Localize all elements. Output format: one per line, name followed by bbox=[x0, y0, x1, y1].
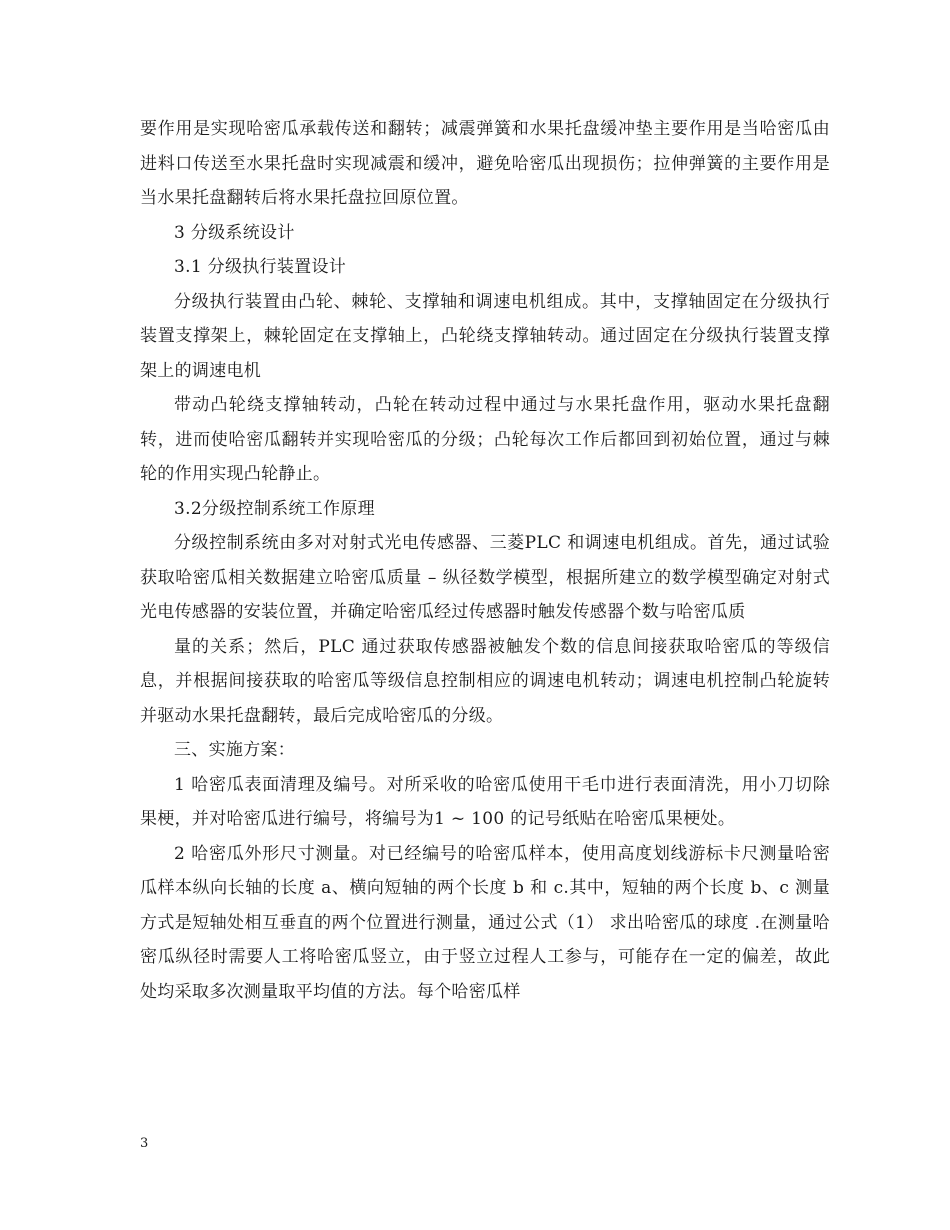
section-heading-grading-system: 3 分级系统设计 bbox=[174, 222, 295, 243]
paragraph-cam-rotation: 带动凸轮绕支撑轴转动，凸轮在转动过程中通过与水果托盘作用，驱动水果托盘翻转，进而使哈密瓜翻转并实现哈密瓜的分级；凸轮每次工作后都回到初始位置，通过与棘轮的作用实现凸轮静止。 bbox=[140, 395, 830, 484]
paragraph-plc-relation: 量的关系；然后，PLC 通过获取传感器被触发个数的信息间接获取哈密瓜的等级信息，并根据间接获取的哈密瓜等级信息控制相应的调速电机转动；调速电机控制凸轮旋转并驱动水果托盘翻转，最后完成哈密瓜的分级。 bbox=[140, 636, 830, 726]
paragraph-continuation: 要作用是实现哈密瓜承载传送和翻转；减震弹簧和水果托盘缓冲垫主要作用是当哈密瓜由进料口传送至水果托盘时实现减震和缓冲，避免哈密瓜出现损伤；拉伸弹簧的主要作用是当水果托盘翻转后将水果托盘拉回原位置。 bbox=[140, 119, 830, 208]
paragraph-surface-cleaning: 1 哈密瓜表面清理及编号。对所采收的哈密瓜使用干毛巾进行表面清洗，用小刀切除果梗，并对哈密瓜进行编号，将编号为1 ~ 100 的记号纸贴在哈密瓜果梗处。 bbox=[140, 774, 830, 829]
paragraph-dimension-measurement: 2 哈密瓜外形尺寸测量。对已经编号的哈密瓜样本，使用高度划线游标卡尺测量哈密瓜样本纵向长轴的长度 a、横向短轴的两个长度 b 和 c.其中，短轴的两个长度 b、c 测量方式是短轴处相互垂直的两个位置进行测量，通过公式（1） 求出哈密瓜的球度 .在测量哈密瓜纵径时需要人工将哈密瓜竖立，由于竖立过程人工参与，可能存在一定的偏差，故此处均采取多次测量取平均值的方法。每个哈密瓜样 bbox=[140, 843, 830, 1002]
subsection-heading-control-principle: 3.2分级控制系统工作原理 bbox=[174, 498, 375, 519]
section-heading-implementation: 三、实施方案： bbox=[174, 740, 296, 760]
document-body bbox=[140, 112, 830, 1009]
paragraph-control-system: 分级控制系统由多对对射式光电传感器、三菱PLC 和调速电机组成。首先，通过试验获取哈密瓜相关数据建立哈密瓜质量 – 纵径数学模型，根据所建立的数学模型确定对射式光电传感器的安装位置，并确定哈密瓜经过传感器时触发传感器个数与哈密瓜质 bbox=[140, 533, 830, 622]
paragraph-execution-device: 分级执行装置由凸轮、棘轮、支撑轴和调速电机组成。其中，支撑轴固定在分级执行装置支撑架上，棘轮固定在支撑轴上，凸轮绕支撑轴转动。通过固定在分级执行装置支撑架上的调速电机 bbox=[140, 291, 830, 381]
subsection-heading-execution-device: 3.1 分级执行装置设计 bbox=[174, 257, 347, 277]
page-number: 3 bbox=[140, 1136, 149, 1151]
